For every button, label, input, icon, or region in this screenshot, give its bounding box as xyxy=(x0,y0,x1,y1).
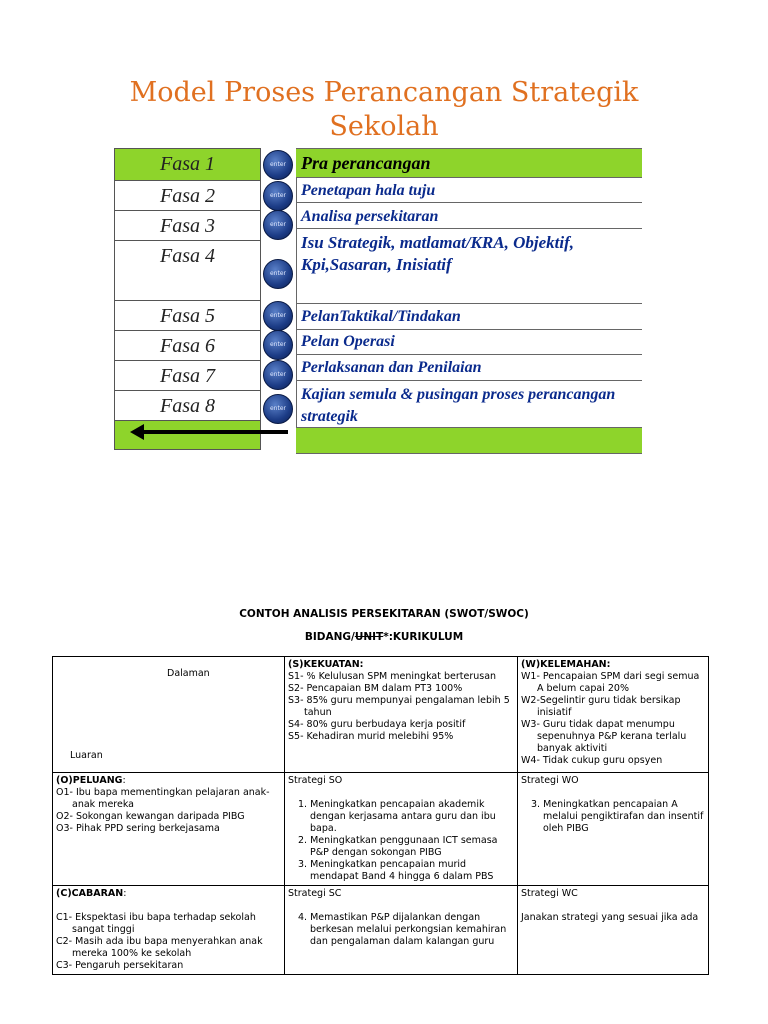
strategy-wo-title: Strategi WO xyxy=(521,775,579,786)
opportunities-title: (O)PELUANG: xyxy=(56,775,126,786)
phase-5-description: PelanTaktikal/Tindakan xyxy=(296,304,642,330)
phase-label: Fasa 2 xyxy=(160,185,215,207)
phase-label: Fasa 5 xyxy=(160,305,215,327)
list-item: O2- Sokongan kewangan daripada PIBG xyxy=(56,811,245,822)
strategy-wc-text: Janakan strategi yang sesuai jika ada xyxy=(521,912,699,923)
list-item: S5- Kehadiran murid melebihi 95% xyxy=(288,731,454,742)
phase-label: Fasa 3 xyxy=(160,215,215,237)
phase-7-description: Perlaksanan dan Penilaian xyxy=(296,355,642,381)
phase-8-box xyxy=(114,390,261,421)
strengths-cell xyxy=(285,657,518,773)
return-arrow-line xyxy=(140,430,288,434)
phase-4-box xyxy=(114,240,261,301)
strengths-title: (S)KEKUATAN: xyxy=(288,659,364,670)
list-item: W4- Tidak cukup guru opsyen xyxy=(521,755,663,766)
swot-subheading xyxy=(0,631,768,643)
weaknesses-cell xyxy=(518,657,709,773)
title-line-2: Sekolah xyxy=(329,111,439,142)
strategy-sc-title: Strategi SC xyxy=(288,888,342,899)
dalaman-luaran-cell xyxy=(53,657,285,773)
phase-6-description: Pelan Operasi xyxy=(296,330,642,355)
phase-6-box xyxy=(114,330,261,361)
list-item: W1- Pencapaian SPM dari segi semua A belum capai 20% xyxy=(521,671,700,694)
diagram-title xyxy=(0,76,768,144)
list-item: S4- 80% guru berbudaya kerja positif xyxy=(288,719,466,730)
phase-2-enter-icon[interactable]: enter xyxy=(263,181,293,211)
strategy-so-title: Strategi SO xyxy=(288,775,343,786)
list-item: C1- Ekspektasi ibu bapa terhadap sekolah sangat tinggi xyxy=(56,912,256,935)
list-item: W2-Segelintir guru tidak bersikap inisiatif xyxy=(521,695,681,718)
luaran-label: Luaran xyxy=(70,750,103,761)
list-item: S1- % Kelulusan SPM meningkat berterusan xyxy=(288,671,497,682)
strategy-wc-cell xyxy=(518,886,709,975)
title-line-1: Model Proses Perancangan Strategik xyxy=(129,77,639,108)
swot-table xyxy=(52,656,709,975)
threats-title: (C)CABARAN: xyxy=(56,888,127,899)
phase-label: Fasa 8 xyxy=(160,395,215,417)
return-bar xyxy=(296,428,642,454)
list-item: 3. Meningkatkan pencapaian murid mendapat Band 4 hingga 6 dalam PBS xyxy=(298,859,494,882)
phase-2-box xyxy=(114,180,261,211)
phase-label: Fasa 7 xyxy=(160,365,215,387)
list-item: 3. Meningkatkan pencapaian A melalui pengiktirafan dan insentif oleh PIBG xyxy=(531,799,704,834)
phase-8-enter-icon[interactable]: enter xyxy=(263,394,293,424)
strategy-wc-title: Strategi WC xyxy=(521,888,578,899)
weaknesses-title: (W)KELEMAHAN: xyxy=(521,659,611,670)
phase-1-enter-icon[interactable]: enter xyxy=(263,150,293,180)
subheading-suffix: *:KURIKULUM xyxy=(383,631,464,643)
list-item: C2- Masih ada ibu bapa menyerahkan anak mereka 100% ke sekolah xyxy=(56,936,263,959)
list-item: 4. Memastikan P&P dijalankan dengan berkesan melalui perkongsian kemahiran dan pengalaman dalam kalangan guru xyxy=(298,912,507,947)
list-item: W3- Guru tidak dapat menumpu sepenuhnya P&P kerana terlalu banyak aktiviti xyxy=(521,719,687,754)
phase-7-enter-icon[interactable]: enter xyxy=(263,360,293,390)
dalaman-label: Dalaman xyxy=(167,668,210,679)
return-arrow-head xyxy=(130,424,144,440)
phase-8-description: Kajian semula & pusingan proses perancangan strategik xyxy=(296,381,642,428)
phase-3-description: Analisa persekitaran xyxy=(296,203,642,229)
phase-4-enter-icon[interactable]: enter xyxy=(263,259,293,289)
threats-cell xyxy=(53,886,285,975)
opportunities-cell xyxy=(53,773,285,886)
phase-3-enter-icon[interactable]: enter xyxy=(263,210,293,240)
phase-1-description: Pra perancangan xyxy=(296,148,642,178)
phase-3-box xyxy=(114,210,261,241)
table-row xyxy=(53,773,709,886)
strategy-so-cell xyxy=(285,773,518,886)
phase-7-box xyxy=(114,360,261,391)
phase-1-box xyxy=(114,148,261,181)
table-row xyxy=(53,886,709,975)
strategy-wo-cell xyxy=(518,773,709,886)
list-item: O1- Ibu bapa mementingkan pelajaran anak-anak mereka xyxy=(56,787,270,810)
list-item: O3- Pihak PPD sering berkejasama xyxy=(56,823,220,834)
subheading-prefix: BIDANG/ xyxy=(304,631,355,643)
list-item: S2- Pencapaian BM dalam PT3 100% xyxy=(288,683,463,694)
subheading-struck-word: UNIT xyxy=(354,631,384,643)
phase-label: Fasa 6 xyxy=(160,335,215,357)
table-row xyxy=(53,657,709,773)
strategy-sc-cell xyxy=(285,886,518,975)
list-item: 2. Meningkatkan penggunaan ICT semasa P&P dengan sokongan PIBG xyxy=(298,835,498,858)
swot-heading: CONTOH ANALISIS PERSEKITARAN (SWOT/SWOC) xyxy=(239,608,529,620)
list-item: C3- Pengaruh persekitaran xyxy=(56,960,184,971)
phase-4-description: Isu Strategik, matlamat/KRA, Objektif, Kpi,Sasaran, Inisiatif xyxy=(296,229,642,304)
phase-label: Fasa 4 xyxy=(160,245,215,267)
list-item: 1. Meningkatkan pencapaian akademik dengan kerjasama antara guru dan ibu bapa. xyxy=(298,799,496,834)
list-item: S3- 85% guru mempunyai pengalaman lebih 5 tahun xyxy=(288,695,510,718)
phase-5-box xyxy=(114,300,261,331)
phase-5-enter-icon[interactable]: enter xyxy=(263,301,293,331)
phase-2-description: Penetapan hala tuju xyxy=(296,178,642,203)
phase-6-enter-icon[interactable]: enter xyxy=(263,330,293,360)
phase-label: Fasa 1 xyxy=(160,153,215,175)
